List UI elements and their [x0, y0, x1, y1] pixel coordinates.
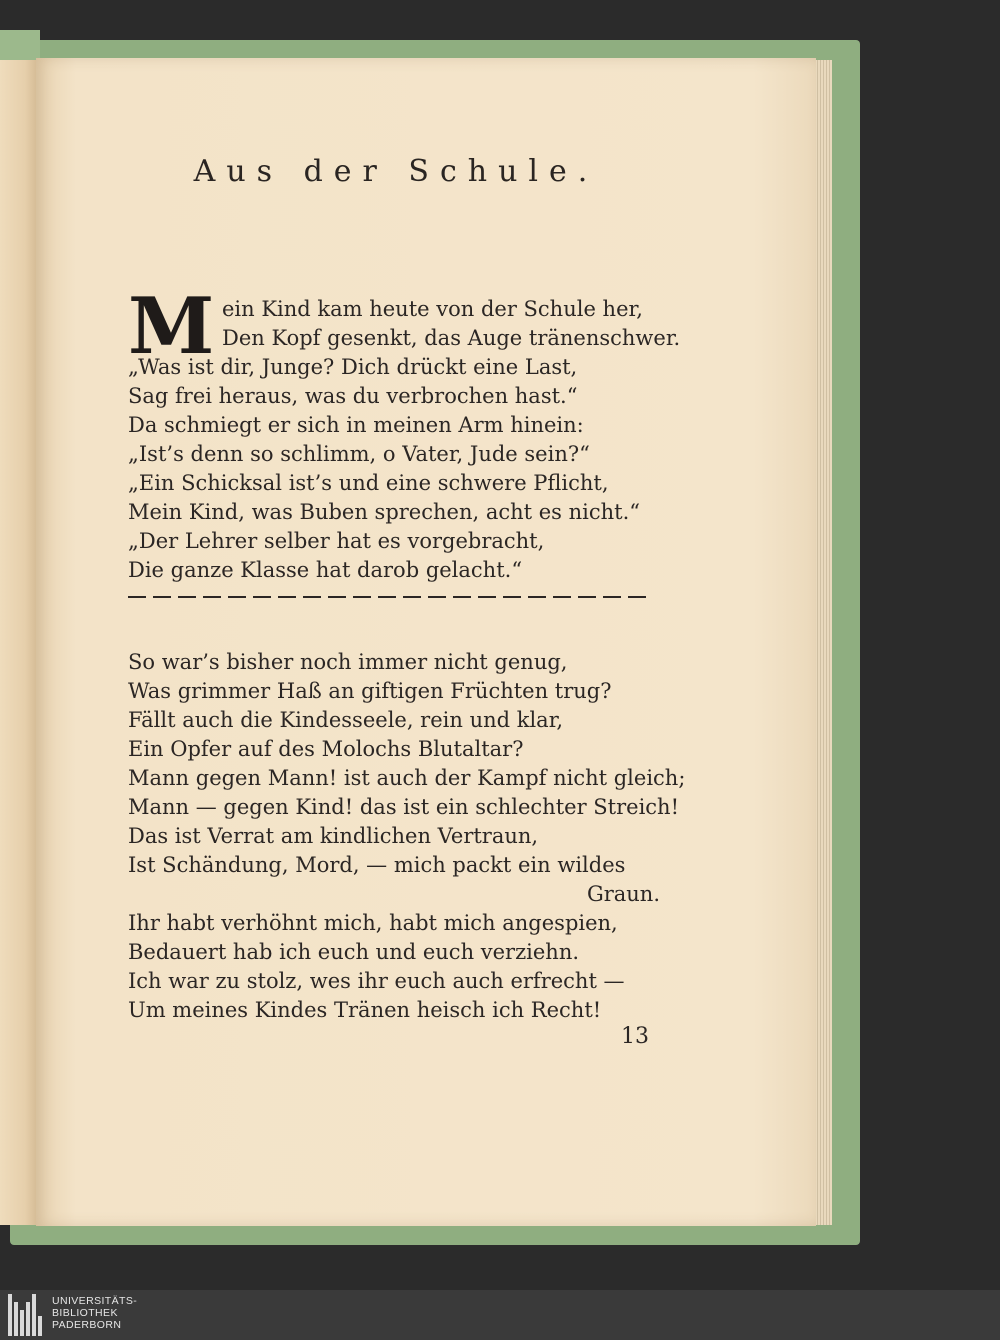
library-logo-icon [8, 1294, 44, 1336]
drop-cap: M [128, 281, 215, 372]
poem-line: „Der Lehrer selber hat es vorgebracht, [128, 529, 545, 553]
left-page [0, 60, 36, 1225]
poem-line: Ihr habt verhöhnt mich, habt mich angespien, [128, 911, 618, 935]
logo-line: PADERBORN [52, 1319, 122, 1331]
poem-line: Das ist Verrat am kindlichen Vertraun, [128, 824, 539, 848]
poem-line: Bedauert hab ich euch und euch verziehn. [128, 940, 580, 964]
page-number: 13 [621, 1024, 649, 1049]
dashed-divider [128, 596, 651, 598]
poem-line: ein Kind kam heute von der Schule her, [222, 297, 643, 321]
poem-line: Fällt auch die Kindesseele, rein und klar, [128, 708, 564, 732]
poem-line: Mann gegen Mann! ist auch der Kampf nicht gleich; [128, 766, 686, 790]
poem-line: Ist Schändung, Mord, — mich packt ein wildes [128, 853, 626, 877]
poem-line-continuation: Graun. [586, 882, 660, 906]
poem-line: Sag frei heraus, was du verbrochen hast.“ [128, 384, 578, 408]
library-logo-text [52, 1295, 137, 1331]
poem-line: Den Kopf gesenkt, das Auge tränenschwer. [222, 326, 681, 350]
cover-edge [0, 30, 40, 60]
poem-line: Mein Kind, was Buben sprechen, acht es nicht.“ [128, 500, 640, 524]
stanza-2 [128, 648, 686, 1025]
poem-line: „Ein Schicksal ist’s und eine schwere Pflicht, [128, 471, 609, 495]
poem-line: Da schmiegt er sich in meinen Arm hinein: [128, 413, 584, 437]
poem-line: Mann — gegen Kind! das ist ein schlechter Streich! [128, 795, 680, 819]
logo-line: UNIVERSITÄTS- [52, 1295, 138, 1307]
poem-line: Was grimmer Haß an giftigen Früchten trug? [128, 679, 612, 703]
stanza-1 [128, 281, 681, 585]
poem-line: Die ganze Klasse hat darob gelacht.“ [128, 558, 523, 582]
poem-title: Aus der Schule. [193, 154, 599, 189]
poem-line: „Was ist dir, Junge? Dich drückt eine Last, [128, 355, 578, 379]
poem-line: „Ist’s denn so schlimm, o Vater, Jude sein?“ [128, 442, 590, 466]
poem-line: So war’s bisher noch immer nicht genug, [128, 650, 568, 674]
poem-line: Ich war zu stolz, wes ihr euch auch erfrecht — [128, 969, 625, 993]
library-footer [0, 1290, 1000, 1340]
poem-line: Ein Opfer auf des Molochs Blutaltar? [128, 737, 524, 761]
poem-line: Um meines Kindes Tränen heisch ich Recht! [128, 998, 602, 1022]
logo-line: BIBLIOTHEK [52, 1307, 118, 1319]
book-page [36, 58, 816, 1226]
